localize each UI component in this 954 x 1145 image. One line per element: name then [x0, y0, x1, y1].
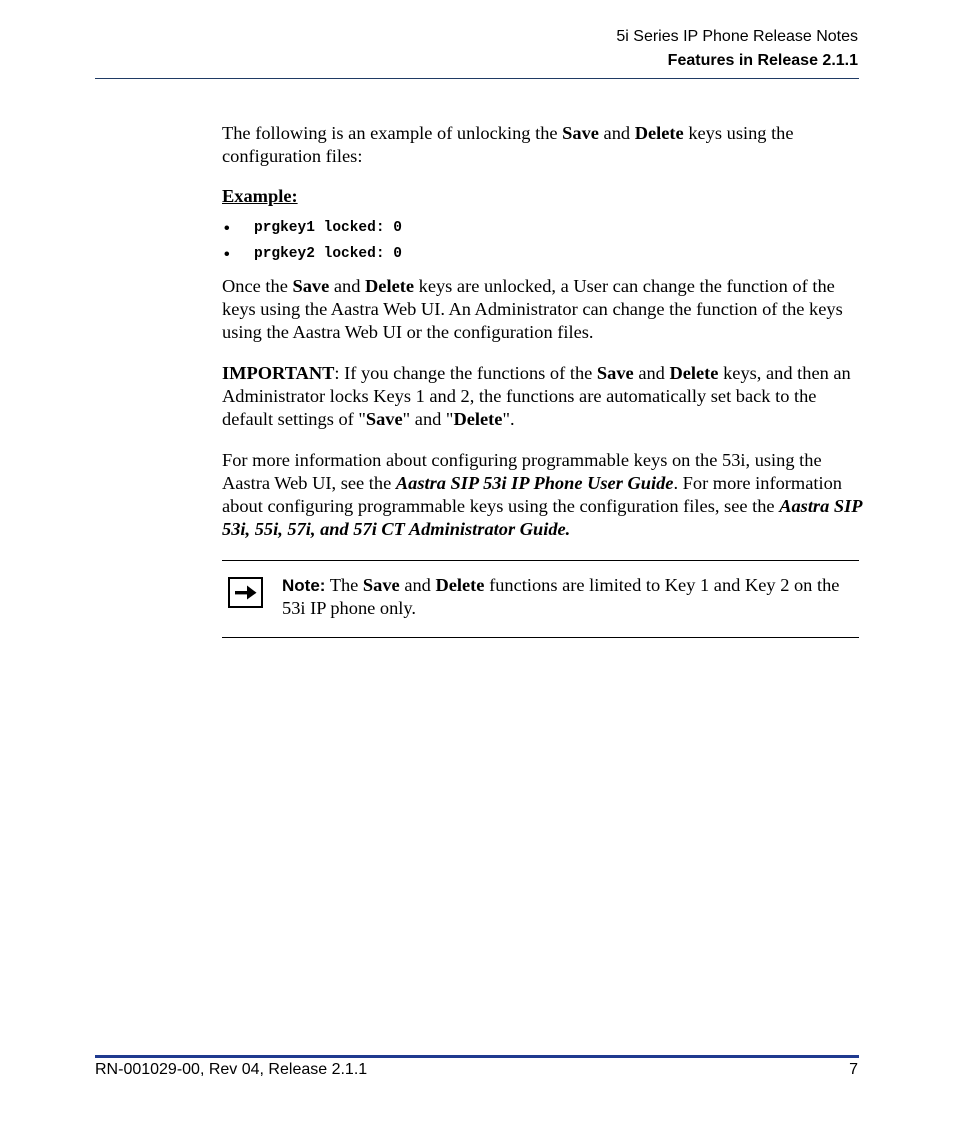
- note-top-rule: [222, 560, 859, 561]
- page-number: 7: [849, 1061, 858, 1078]
- footer-rule: [95, 1055, 859, 1058]
- example-heading: Example:: [222, 186, 298, 206]
- code-list: [222, 219, 862, 271]
- code-item: • prgkey2 locked: 0: [224, 246, 402, 263]
- footer-doc-id: RN-001029-00, Rev 04, Release 2.1.1: [95, 1061, 368, 1078]
- note-text: Note: The Save and Delete functions are limited to Key 1 and Key 2 on the 53i IP phone only.: [282, 575, 840, 618]
- intro-paragraph: The following is an example of unlocking the Save and Delete keys using the configuration files:: [222, 123, 794, 166]
- more-info-paragraph: For more information about configuring programmable keys on the 53i, using the Aastra Web UI, see the Aastra SIP 53i IP Phone User Guide. For more information about configuring programmable keys using the configuration files, see the Aastra SIP 53i, 55i, 57i, and 57i CT Administrator Guide.: [222, 450, 862, 539]
- code-item: • prgkey1 locked: 0: [224, 220, 402, 237]
- arrow-right-icon: [228, 577, 263, 608]
- page-body: [222, 122, 862, 541]
- user-guide-reference: Aastra SIP 53i IP Phone User Guide: [395, 473, 674, 493]
- admin-guide-reference: Aastra SIP 53i, 55i, 57i, and 57i CT Administrator Guide.: [222, 496, 862, 539]
- header-section-title: Features in Release 2.1.1: [667, 52, 858, 69]
- bullet: •: [224, 220, 230, 237]
- note-bottom-rule: [222, 637, 859, 638]
- unlock-paragraph: Once the Save and Delete keys are unlocked, a User can change the function of the keys using the Aastra Web UI. An Administrator can change the function of the keys using the Aastra Web UI or the configuration files.: [222, 276, 843, 342]
- header-rule: [95, 78, 859, 79]
- header-doc-title: 5i Series IP Phone Release Notes: [616, 28, 858, 45]
- bullet: •: [224, 246, 230, 263]
- note-label: Note:: [282, 576, 326, 595]
- important-paragraph: IMPORTANT: If you change the functions of the Save and Delete keys, and then an Administrator locks Keys 1 and 2, the functions are automatically set back to the default settings of "Save" and "Delete".: [222, 363, 851, 429]
